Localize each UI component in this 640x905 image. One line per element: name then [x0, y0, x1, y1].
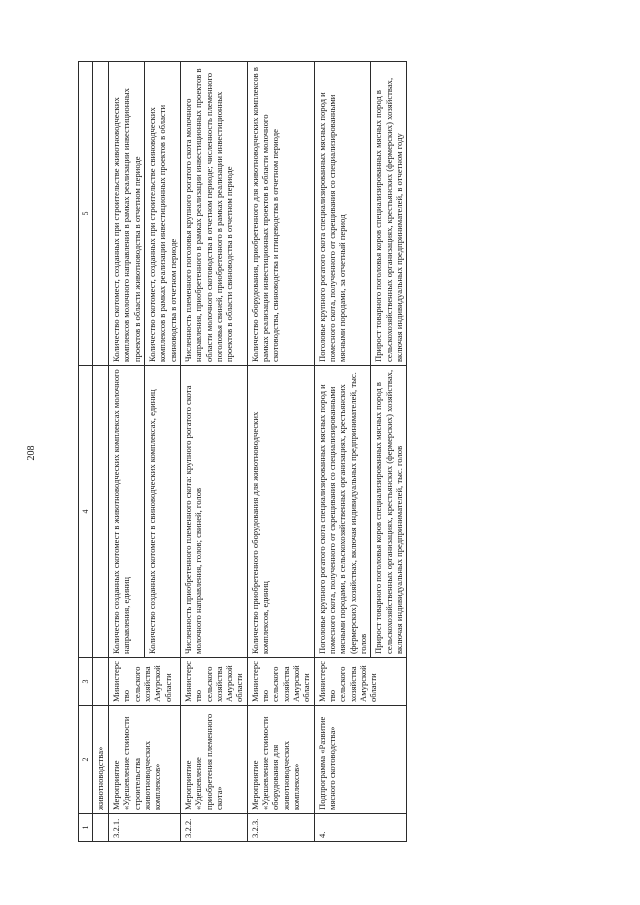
table-cell	[93, 62, 109, 366]
indicator: Количество созданных скотомест в свиноводческих комплексах, единиц	[144, 366, 180, 658]
row-number: 3.2.2.	[180, 814, 247, 842]
rotated-page-content	[80, 67, 557, 838]
activity-name: Мероприятие «Удешевление стоимости оборудования для животноводческих комплексов»	[247, 706, 314, 814]
table-cell	[93, 814, 109, 842]
result-description: Численность племенного поголовья крупного рогатого скота молочного направления, приобретенного в рамках реализации инвестиционных проектов в области молочного скотоводства в отчетном периоде; численность племенного поголовья свиней, приобретенного в рамках реализации инвестиционных проектов в области свиноводства в отчетном периоде	[180, 62, 247, 366]
section-label: животноводства»	[93, 706, 109, 814]
indicator: Поголовье крупного рогатого скота специализированных мясных пород и помесного скота, полученного от скрещивания со специализированными мясными породами, в сельскохозяйственных организациях, крестьянских (фермерских) хозяйствах, включая индивидуальных предпринимателей, тыс. голов	[314, 366, 371, 658]
table-sheet	[78, 62, 562, 842]
column-number: 2	[79, 706, 93, 814]
executor: Министерство сельского хозяйства Амурской области	[247, 658, 314, 706]
column-number: 5	[79, 62, 93, 366]
column-number: 3	[79, 658, 93, 706]
page-number: 208	[26, 445, 37, 461]
indicator: Количество приобретенного оборудования для животноводческих комплексов, единиц	[247, 366, 314, 658]
result-description: Количество скотомест, созданных при строительстве свиноводческих комплексов в рамках реализации инвестиционных проектов в области свиноводства в отчетном периоде	[144, 62, 180, 366]
table-cell	[93, 366, 109, 658]
indicator: Количество созданных скотомест в животноводческих комплексах молочного направления, единиц	[109, 366, 145, 658]
executor: Министерство сельского хозяйства Амурской области	[314, 658, 407, 706]
result-description: Количество оборудования, приобретенного для животноводческих комплексов в рамках реализации инвестиционных проектов в области молочного скотоводства, свиноводства и птицеводства в отчетном периоде	[247, 62, 314, 366]
indicators-table	[78, 61, 407, 842]
table-row	[314, 62, 371, 842]
column-number: 4	[79, 366, 93, 658]
executor: Министерство сельского хозяйства Амурской области	[109, 658, 181, 706]
table-row	[109, 62, 145, 842]
result-description: Прирост товарного поголовья коров специализированных мясных пород в сельскохозяйственных организациях, крестьянских (фермерских) хозяйствах, включая индивидуальных предпринимателей, в отчетном году	[371, 62, 407, 366]
table-cell	[93, 658, 109, 706]
table-row	[180, 62, 247, 842]
result-description: Поголовье крупного рогатого скота специализированных мясных пород и помесного скота, полученного от скрещивания со специализированными мясными породами, за отчетный период	[314, 62, 371, 366]
indicator: Численность приобретенного племенного скота: крупного рогатого скота молочного направления, голов; свиней, голов	[180, 366, 247, 658]
result-description: Количество скотомест, созданных при строительстве животноводческих комплексов молочного направления в рамках реализации инвестиционных проектов в области животноводства в отчетном периоде	[109, 62, 145, 366]
indicator: Прирост товарного поголовья коров специализированных мясных пород в сельскохозяйственных организациях, крестьянских (фермерских) хозяйствах, включая индивидуальных предпринимателей, тыс. голов	[371, 366, 407, 658]
table-row	[247, 62, 314, 842]
row-number: 3.2.1.	[109, 814, 181, 842]
subprogram-name: Подпрограмма «Развитие мясного скотоводства»	[314, 706, 407, 814]
activity-name: Мероприятие «Удешевление стоимости строительства животноводческих комплексов»	[109, 706, 181, 814]
column-number-row	[79, 62, 93, 842]
section-continuation-row	[93, 62, 109, 842]
row-number: 3.2.3.	[247, 814, 314, 842]
column-number: 1	[79, 814, 93, 842]
activity-name: Мероприятие «Удешевление приобретения племенного скота»	[180, 706, 247, 814]
row-number: 4.	[314, 814, 407, 842]
executor: Министерство сельского хозяйства Амурской области	[180, 658, 247, 706]
